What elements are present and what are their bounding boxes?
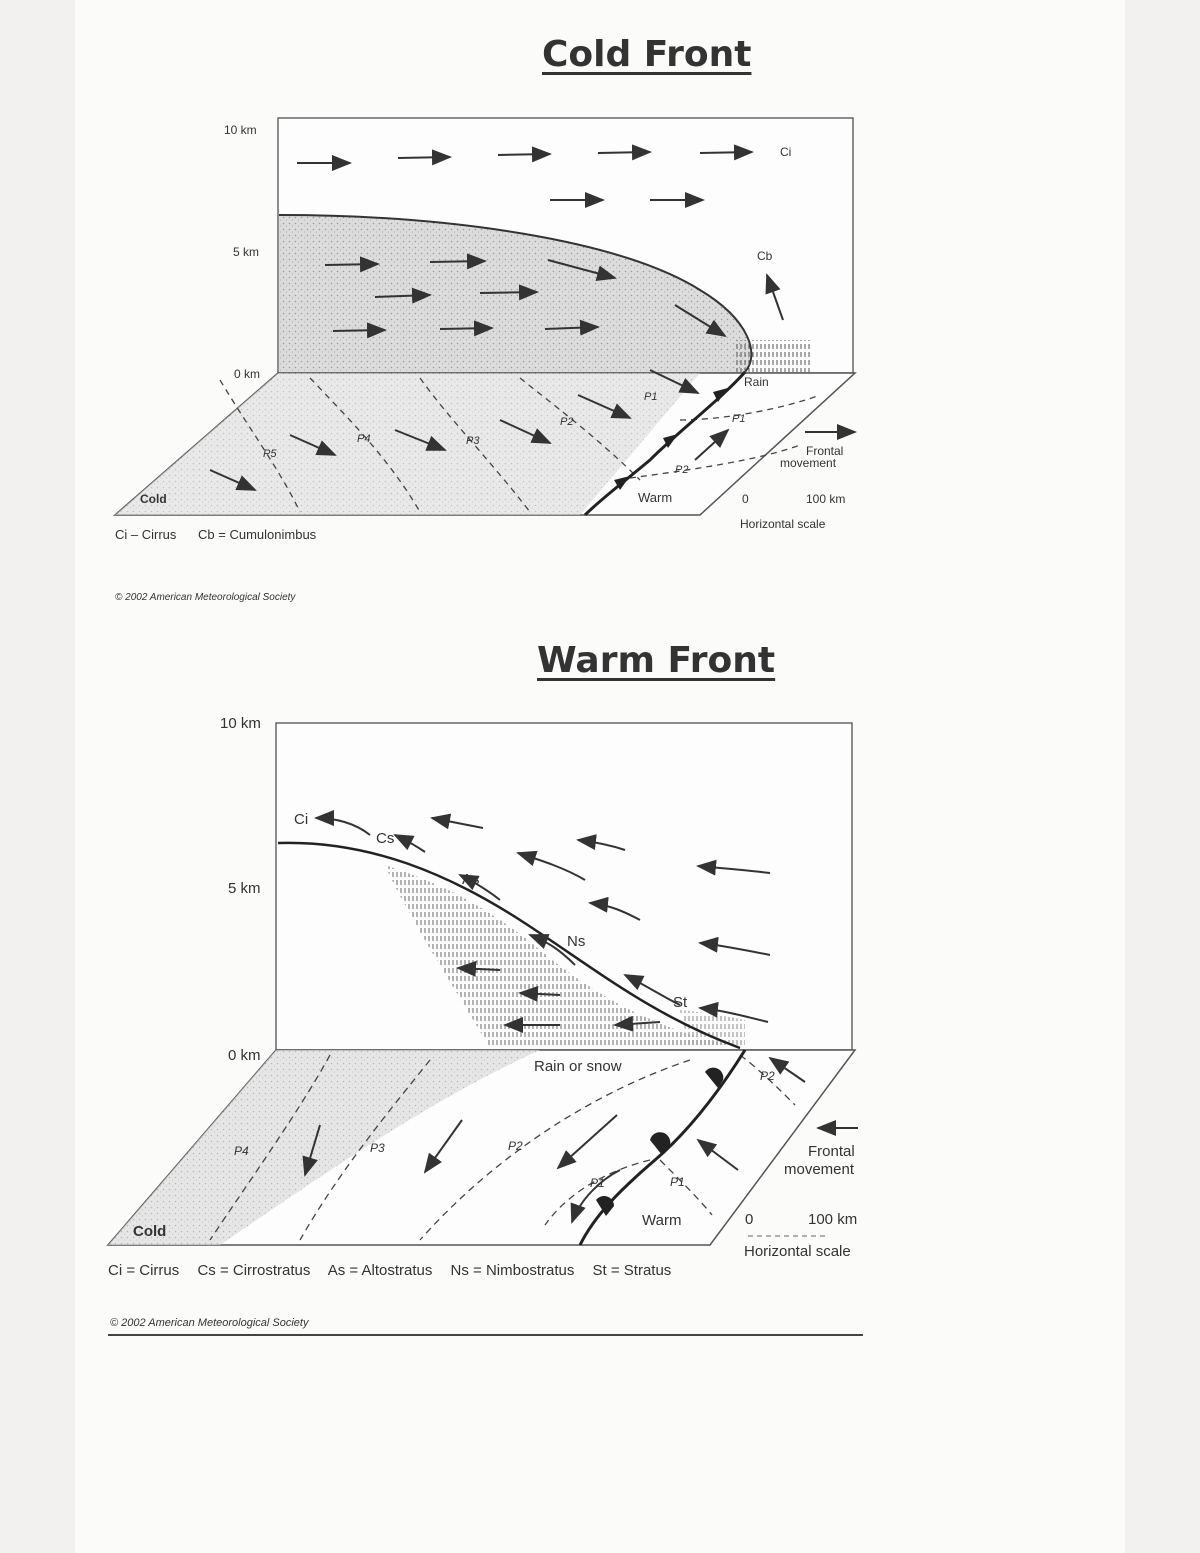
rain-band [735,340,810,372]
warm-scale-zero: 0 [745,1211,754,1228]
warm-warm-p1-label: P1 [670,1175,685,1189]
warm-legend-cs: Cs = Cirrostratus [197,1262,311,1279]
warm-legend-as: As = Altostratus [327,1262,433,1279]
cold-alt-10km: 10 km [224,123,257,137]
cold-vertical-panel [278,118,853,373]
warm-p4-label: P4 [234,1144,249,1158]
warm-warm-p2-label: P2 [760,1069,775,1083]
warm-front-title: Warm Front [537,640,776,681]
warm-warm-air-label: Warm [642,1212,682,1229]
cold-frontal-movement-2: movement [780,456,837,470]
warm-legend-ns: Ns = Nimbostratus [450,1262,575,1279]
warm-stratus-label: St [673,994,688,1011]
bottom-rule [108,1334,863,1336]
cold-rain-label: Rain [744,375,769,389]
cold-p1-label: P1 [644,391,658,403]
cold-warm-p2-label: P2 [675,464,689,476]
cold-scale-title: Horizontal scale [740,517,826,531]
warm-cold-air-label: Cold [133,1223,167,1240]
cold-alt-5km: 5 km [233,245,260,259]
warm-precip-label: Rain or snow [534,1058,622,1075]
cold-p4-label: P4 [357,433,371,445]
cold-air-label: Cold [140,492,167,506]
warm-cirrus-label: Ci [294,811,309,828]
warm-vertical-panel [276,723,852,1050]
cold-p5-label: P5 [263,448,277,460]
warm-scale-max: 100 km [808,1211,858,1228]
cold-legend-cb: Cb = Cumulonimbus [198,527,317,542]
cold-alt-0km: 0 km [234,367,261,381]
cold-cirrus-label: Ci [780,145,792,159]
cold-frontal-movement-1: Frontal [806,444,844,458]
cold-legend-ci: Ci – Cirrus [115,527,177,542]
cold-front-title: Cold Front [542,34,752,75]
cold-scale-zero: 0 [742,492,749,506]
cold-cumulonimbus-label: Cb [757,249,773,263]
cold-scale-max: 100 km [806,492,846,506]
warm-altostratus-label: As [462,871,480,888]
cold-altitude-labels [224,123,260,381]
warm-legend-st: St = Stratus [592,1262,672,1279]
warm-altitude-labels [220,715,261,1064]
cold-front-legend [115,527,334,542]
cold-front-copyright: © 2002 American Meteorological Society [115,592,296,603]
warm-alt-0km: 0 km [228,1047,261,1064]
warm-nimbostratus-label: Ns [567,933,586,950]
warm-front-copyright: © 2002 American Meteorological Society [110,1317,309,1329]
warm-p3-label: P3 [370,1141,385,1155]
warm-frontal-movement-2: movement [784,1161,855,1178]
warm-p2-label: P2 [508,1139,523,1153]
cold-warm-p1-label: P1 [732,413,746,425]
warm-frontal-movement-1: Frontal [808,1143,855,1160]
cold-p2-label: P2 [560,416,574,428]
warm-cirrostratus-label: Cs [376,830,395,847]
warm-p1-label: P1 [590,1176,605,1190]
cold-warm-air-label: Warm [638,490,673,505]
warm-alt-10km: 10 km [220,715,261,732]
warm-scale-title: Horizontal scale [744,1243,851,1260]
warm-legend-ci: Ci = Cirrus [108,1262,180,1279]
warm-alt-5km: 5 km [228,880,261,897]
cold-p3-label: P3 [466,435,480,447]
warm-front-legend [108,1262,685,1279]
